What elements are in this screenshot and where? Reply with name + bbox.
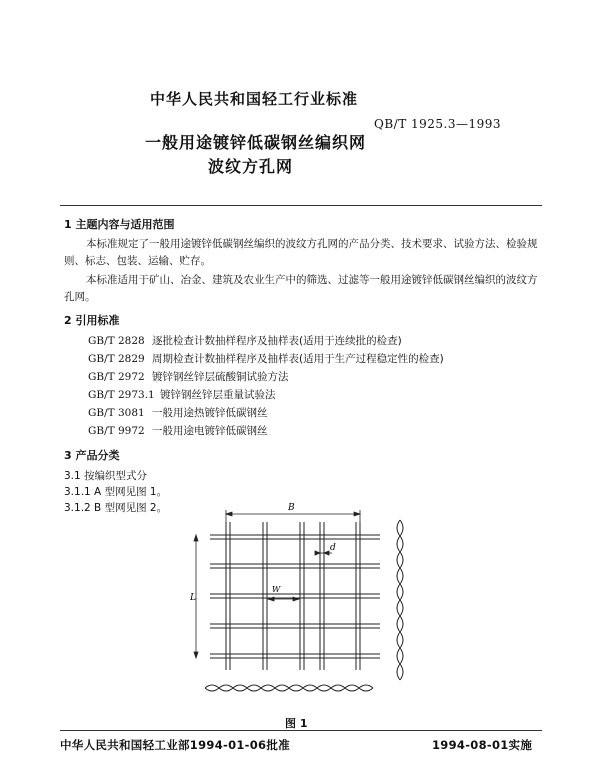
reference-item — [88, 333, 402, 348]
approval-statement: 中华人民共和国轻工业部1994-01-06批准 — [60, 738, 290, 752]
bottom-divider — [60, 730, 542, 731]
reference-code: GB/T 2828 — [88, 335, 145, 347]
wave-profile-side — [397, 520, 403, 680]
clause-3-1: 3.1 按编织型式分 — [64, 470, 148, 482]
reference-title: 一般用途电镀锌低碳钢丝 — [152, 425, 268, 437]
reference-title: 逐批检查计数抽样程序及抽样表(适用于连续批的检查) — [152, 335, 402, 347]
ministry-standard-title: 中华人民共和国轻工行业标准 — [150, 90, 359, 108]
reference-code: GB/T 9972 — [88, 425, 145, 437]
section-3-heading: 3 产品分类 — [64, 449, 120, 462]
dimension-d-label: d — [330, 543, 336, 553]
section-2-heading: 2 引用标准 — [64, 314, 120, 327]
reference-item — [88, 405, 268, 420]
reference-code: GB/T 2973.1 — [88, 389, 155, 401]
document-title: 一般用途镀锌低碳钢丝编织网 — [145, 133, 367, 152]
reference-title: 镀锌钢丝锌层重量试验法 — [160, 389, 276, 401]
reference-code: GB/T 3081 — [88, 407, 145, 419]
wave-profile-bottom — [205, 685, 373, 691]
figure-caption: 图 1 — [285, 717, 308, 730]
section-1-paragraph-1: 本标准规定了一般用途镀锌低碳钢丝编织的波纹方孔网的产品分类、技术要求、试验方法、检验规则、标志、包装、运输、贮存。 — [64, 238, 538, 267]
standard-number: QB/T 1925.3—1993 — [374, 117, 502, 131]
reference-code: GB/T 2972 — [88, 371, 145, 383]
clause-3-1-1: 3.1.1 A 型网见图 1。 — [64, 486, 168, 498]
dimension-l-label: L — [190, 593, 196, 603]
section-1-heading: 1 主题内容与适用范围 — [64, 218, 175, 231]
reference-item — [88, 423, 268, 438]
clause-3-1-2: 3.1.2 B 型网见图 2。 — [64, 502, 168, 514]
reference-item — [88, 369, 289, 384]
reference-title: 镀锌钢丝锌层硫酸铜试验方法 — [152, 371, 289, 383]
dimension-w-label: W — [272, 585, 281, 594]
dimension-b-label: B — [288, 503, 295, 513]
document-subtitle: 波纹方孔网 — [208, 157, 294, 176]
mesh-grid — [210, 522, 380, 670]
reference-item — [88, 351, 444, 366]
effective-date: 1994-08-01实施 — [432, 738, 533, 752]
reference-code: GB/T 2829 — [88, 353, 145, 365]
section-1-paragraph-2: 本标准适用于矿山、冶金、建筑及农业生产中的筛选、过滤等一般用途镀锌低碳钢丝编织的波纹方孔网。 — [64, 274, 538, 303]
reference-title: 周期检查计数抽样程序及抽样表(适用于生产过程稳定性的检查) — [152, 353, 444, 365]
top-divider — [60, 205, 542, 206]
reference-title: 一般用途热镀锌低碳钢丝 — [152, 407, 268, 419]
reference-item — [88, 387, 276, 402]
figure-1-mesh-drawing — [190, 500, 420, 705]
